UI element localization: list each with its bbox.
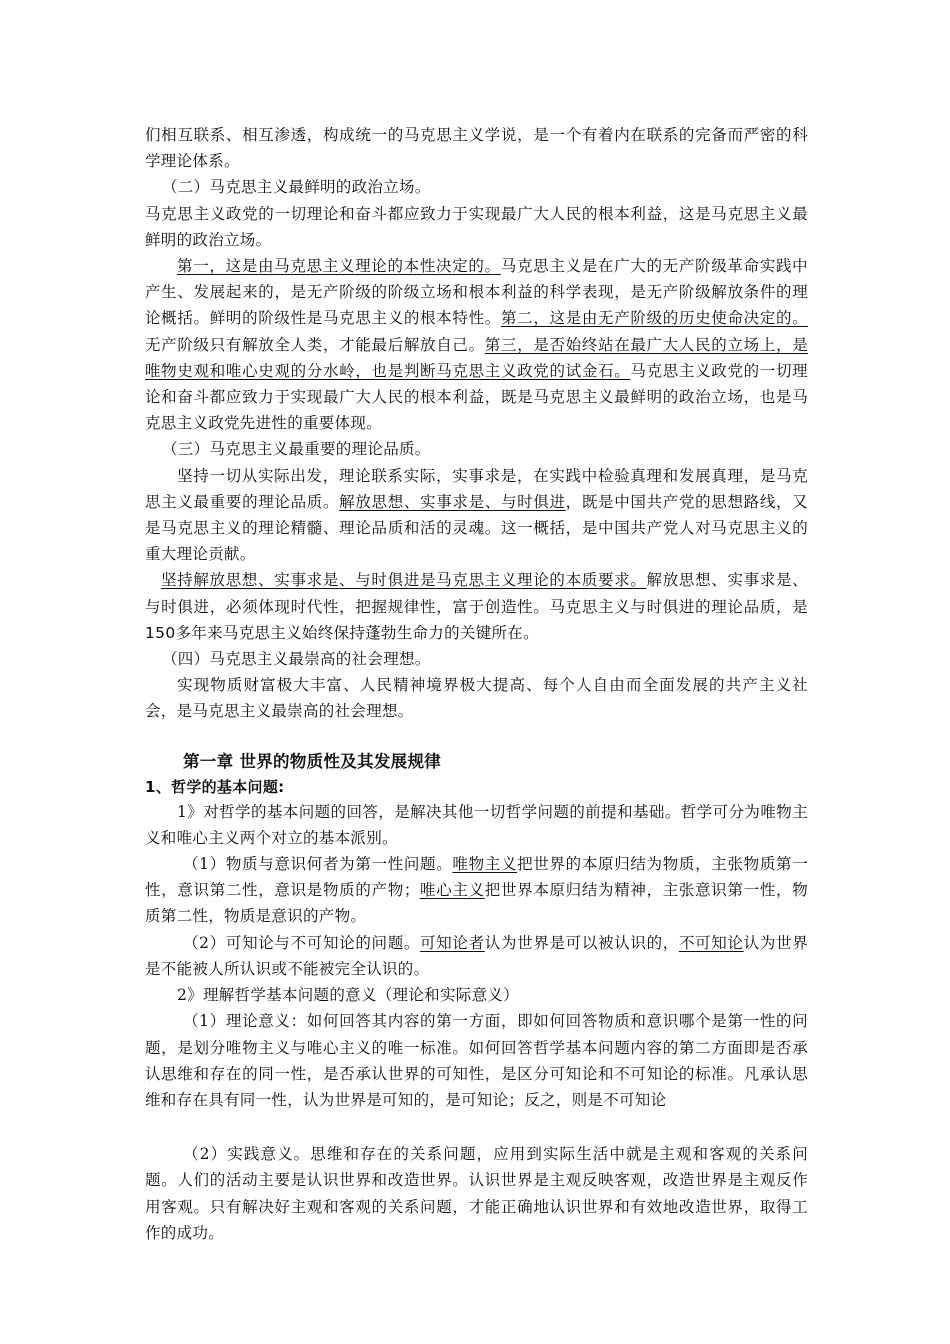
reason-first: 第一，这是由马克思主义理论的本性决定的。 [177, 257, 501, 276]
paragraph-social-ideal: 实现物质财富极大丰富、人民精神境界极大提高、每个人自由而全面发展的共产主义社会，是马克思主义最崇高的社会理想。 [145, 676, 808, 721]
reason-third: 第三，是否始终站在最广大人民的立场上，是唯物史观和唯心史观的分水岭，也是判断马克思主义政党的试金石。 [145, 335, 808, 380]
paragraph-theoretical-significance: （1）理论意义：如何回答其内容的第一方面，即如何回答物质和意识哪个是第一性的问题，是划分唯物主义与唯心主义的唯一标准。如何回答哲学基本问题内容的第二方面即是否承认思维和存在的同一性，是否承认世界的可知性，是区分可知论和不可知论的标准。凡承认思维和存在具有同一性，认为世界是可知的，是可知论；反之，则是不可知论 [145, 1012, 808, 1109]
paragraph-system: 们相互联系、相互渗透，构成统一的马克思主义学说，是一个有着内在联系的完备而严密的科学理论体系。 [145, 126, 808, 171]
term-knowability: 可知论者 [420, 933, 485, 952]
paragraph-practical-significance: （2）实践意义。思维和存在的关系问题，应用到实际生活中就是主观和客观的关系问题。人们的活动主要是认识世界和改造世界。认识世界是主观反映客观，改造世界是主观反作用客观。只有解决好主观和客观的关系问题，才能正确地认识世界和有效地改造世界，取得工作的成功。 [145, 1145, 808, 1242]
paragraph-basic-question: 1》对哲学的基本问题的回答，是解决其他一切哲学问题的前提和基础。哲学可分为唯物主义和唯心主义两个对立的基本派别。 [145, 802, 808, 847]
paragraph-reasons: 第一，这是由马克思主义理论的本性决定的。马克思主义是在广大的无产阶级革命实践中产生、发展起来的，是无产阶级的阶级立场和根本利益的科学表现，是无产阶级解放条件的理论概括。鲜明的阶级性是马克思主义的根本特性。第二，这是由无产阶级的历史使命决定的。无产阶级只有解放全人类，才能最后解放自己。第三，是否始终站在最广大人民的立场上，是唯物史观和唯心史观的分水岭，也是判断马克思主义政党的试金石。马克思主义政党的一切理论和奋斗都应致力于实现最广大人民的根本利益，既是马克思主义最鲜明的政治立场，也是马克思主义政党先进性的重要体现。 [145, 257, 809, 433]
paragraph-theoretical-quality: 坚持一切从实际出发，理论联系实际，实事求是，在实践中检验真理和发展真理，是马克思主义最重要的理论品质。解放思想、实事求是、与时俱进，既是中国共产党的思想路线，又是马克思主义的理论精髓、理论品质和活的灵魂。这一概括，是中国共产党人对马克思主义的重大理论贡献。 [145, 466, 808, 564]
heading-political-stance: （二）马克思主义最鲜明的政治立场。 [162, 178, 431, 197]
paragraph-materialism-idealism: （1）物质与意识何者为第一性问题。唯物主义把世界的本原归结为物质，主张物质第一性，意识第二性，意识是物质的产物；唯心主义把世界本原归结为精神，主张意识第一性，物质第二性，物质是意识的产物。 [145, 855, 808, 926]
document-body [145, 122, 808, 1246]
heading-theoretical-quality: （三）马克思主义最重要的理论品质。 [162, 440, 431, 459]
paragraph-knowability: （2）可知论与不可知论的问题。可知论者认为世界是可以被认识的，不可知论认为世界是不能被人所认识或不能被完全认识的。 [145, 933, 808, 978]
term-idealism: 唯心主义 [419, 881, 485, 900]
paragraph-essential-requirement: 坚持解放思想、实事求是、与时俱进是马克思主义理论的本质要求。解放思想、实事求是、与时俱进，必须体现时代性，把握规律性，富于创造性。马克思主义与时俱进的理论品质，是150多年来马克思主义始终保持蓬勃生命力的关键所在。 [145, 571, 808, 642]
blank-line [145, 1113, 808, 1141]
term-agnosticism: 不可知论 [678, 933, 744, 952]
chapter-title: 第一章 世界的物质性及其发展规律 [183, 751, 442, 771]
term-materialism: 唯物主义 [452, 855, 518, 874]
reason-second: 第二，这是由无产阶级的历史使命决定的。 [500, 309, 809, 328]
years-number: 150 [145, 623, 176, 642]
paragraph-significance-heading: 2》理解哲学基本问题的意义（理论和实际意义） [177, 986, 519, 1005]
section-title-basic-question: 1、哲学的基本问题: [145, 777, 285, 796]
paragraph-political-stance: 马克思主义政党的一切理论和奋斗都应致力于实现最广大人民的根本利益，这是马克思主义最鲜明的政治立场。 [145, 204, 808, 249]
ideological-line: 解放思想、实事求是、与时俱进 [339, 492, 566, 511]
essential-requirement: 坚持解放思想、实事求是、与时俱进是马克思主义理论的本质要求。 [161, 571, 647, 590]
heading-social-ideal: （四）马克思主义最崇高的社会理想。 [162, 650, 431, 669]
